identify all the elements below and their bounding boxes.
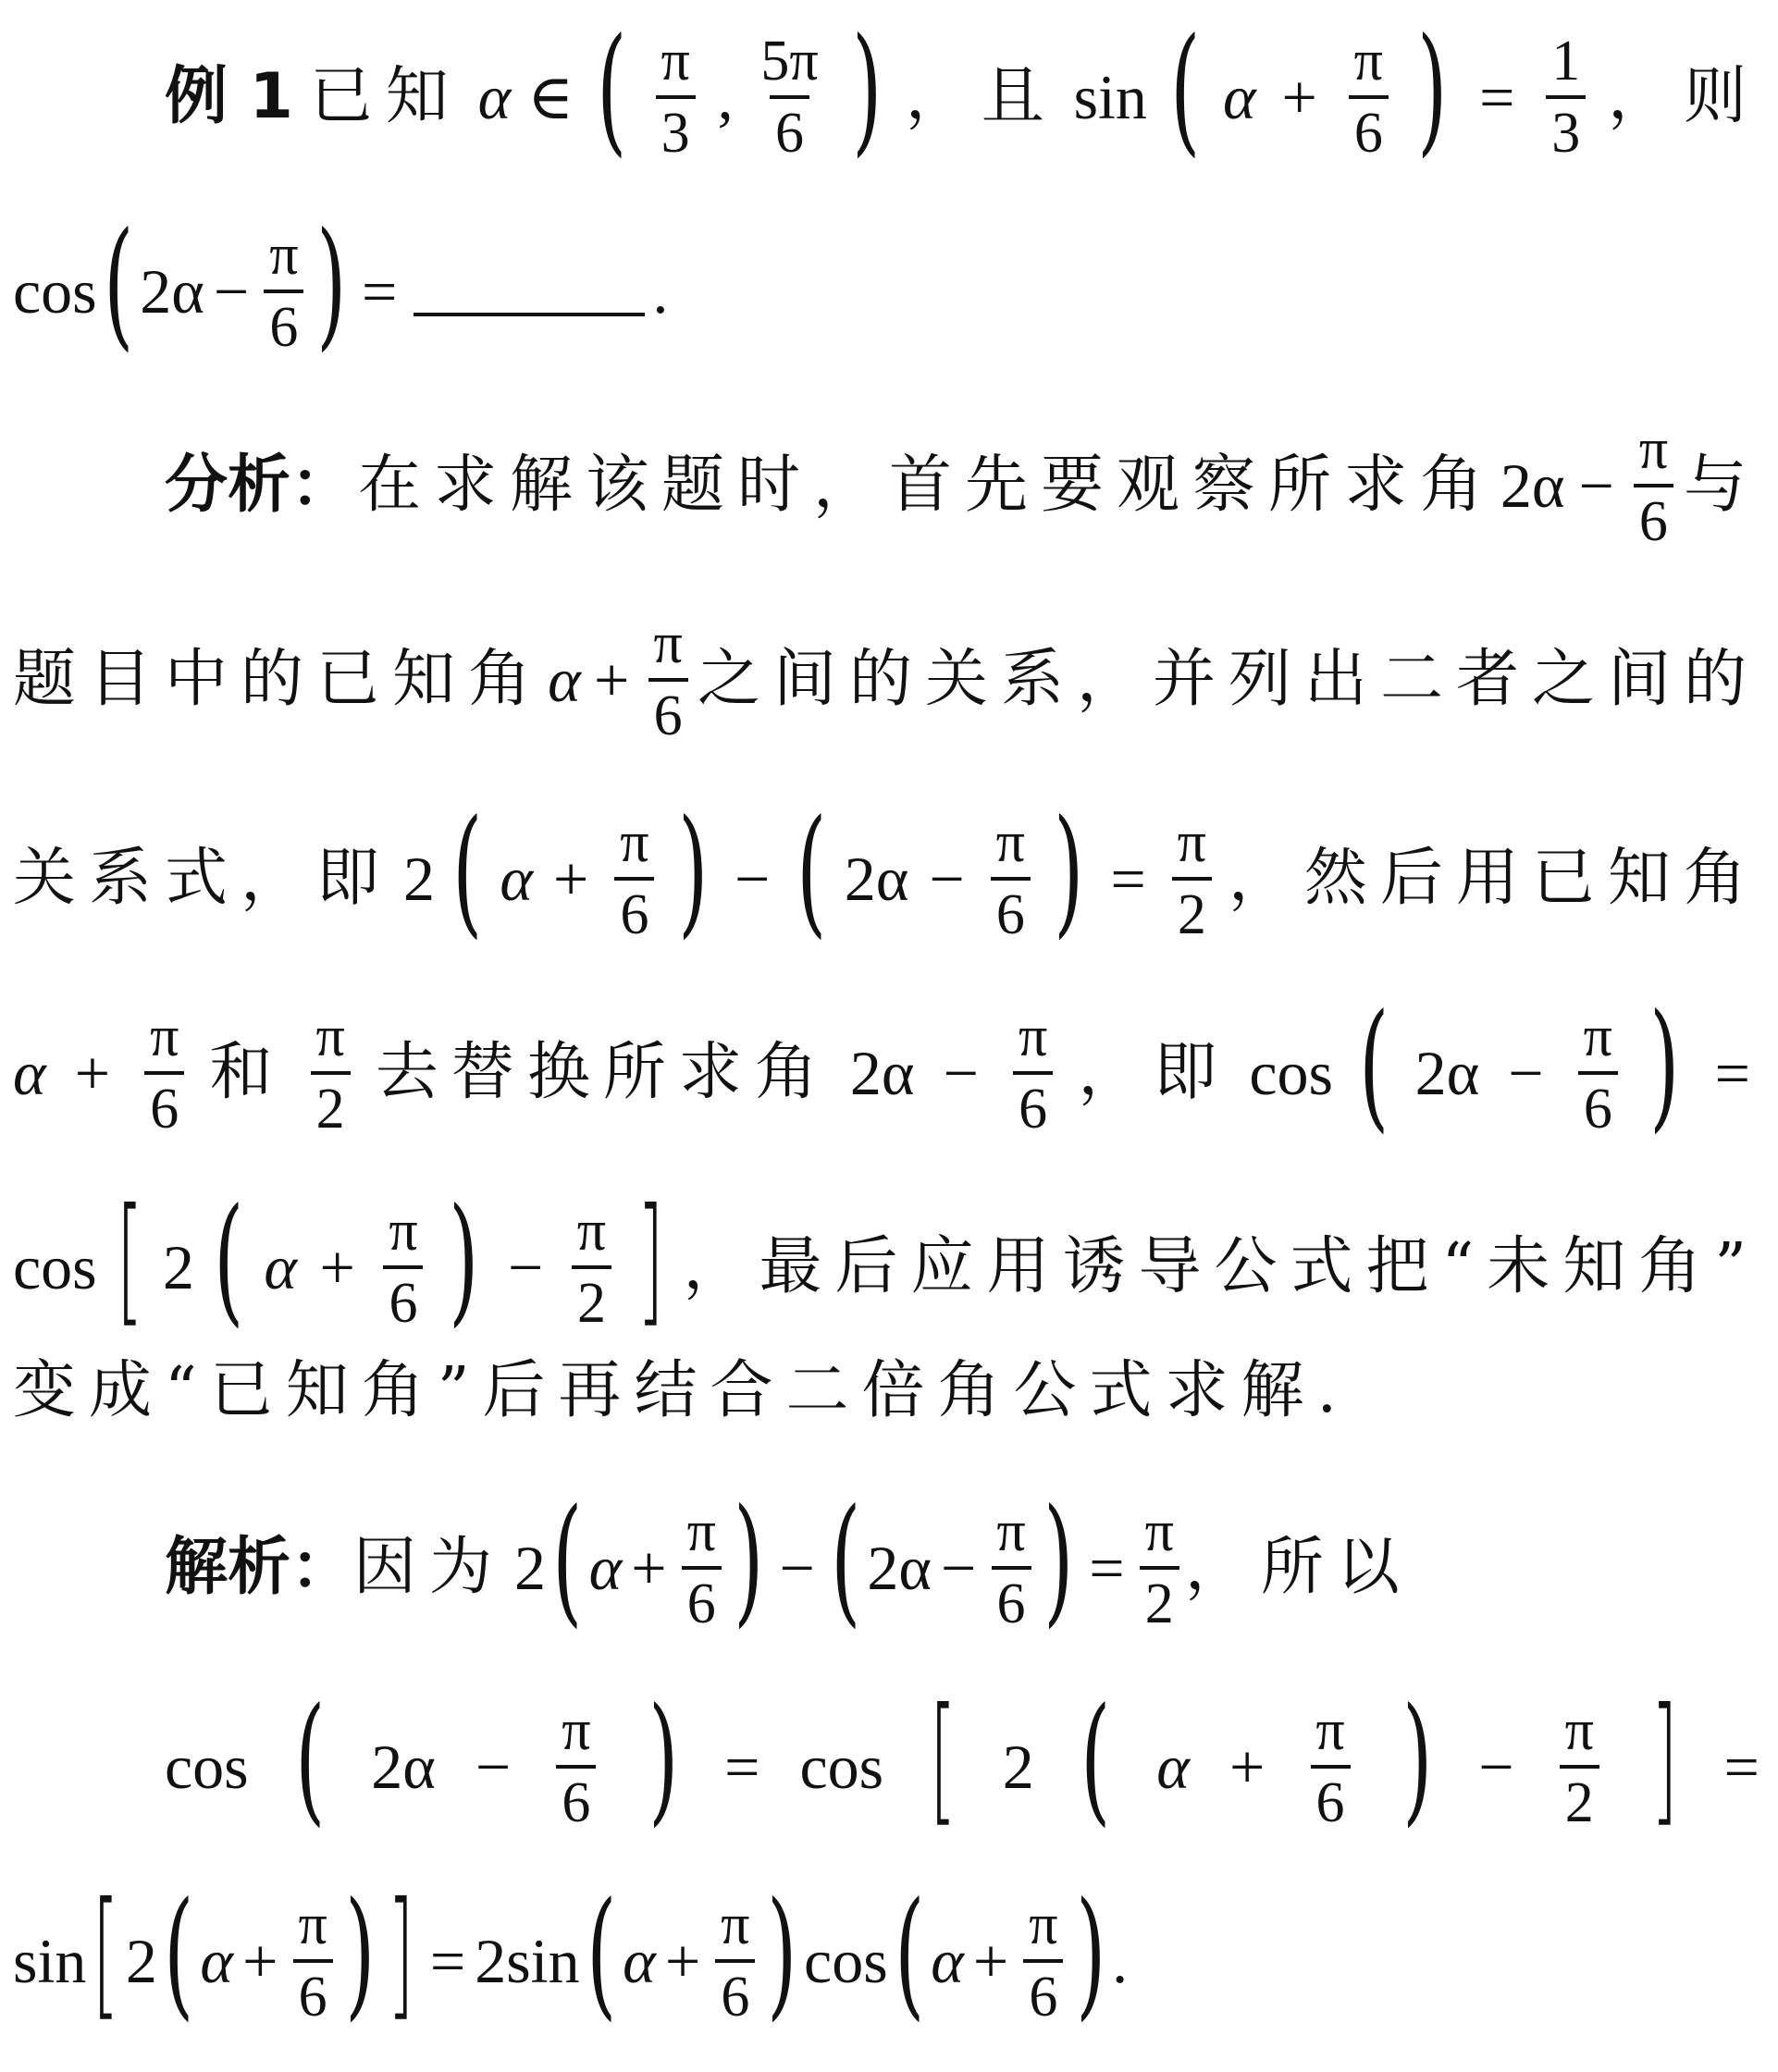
right-paren: )	[1401, 1679, 1433, 1840]
analysis-text-2: 与	[1683, 449, 1759, 522]
right-paren: )	[1075, 1873, 1105, 2034]
fraction-pi-6: $\frac{\pi}{6}$	[1349, 32, 1389, 162]
right-paren: )	[677, 791, 708, 952]
solution-label: 解析：	[165, 1531, 354, 1604]
analysis-text-4: 之间的关系，并列出二者之间的	[697, 643, 1759, 716]
fraction-pi-6: $\frac{\pi}{6}$	[1023, 1896, 1063, 2026]
equals: =	[1714, 1038, 1750, 1108]
two-alpha: 2α	[140, 256, 204, 327]
analysis-line-6	[13, 1354, 1759, 1427]
right-bracket: ]	[387, 1873, 415, 2034]
equals: =	[1089, 1533, 1125, 1603]
minus: −	[1578, 450, 1614, 521]
cos: cos	[165, 1732, 249, 1802]
right-paren: )	[344, 1873, 376, 2034]
right-paren: )	[1416, 9, 1448, 170]
fraction-pi-6: $\frac{\pi}{6}$	[1634, 421, 1673, 550]
alpha: α	[623, 1926, 656, 1996]
minus: −	[941, 1533, 977, 1603]
two: 2	[402, 844, 435, 914]
alpha: α	[548, 645, 581, 715]
two-alpha: 2α	[849, 1038, 915, 1108]
right-paren: )	[449, 1179, 479, 1340]
right-paren: )	[648, 1679, 678, 1840]
sin: sin	[1073, 62, 1147, 132]
solution-line-2	[165, 1679, 1759, 1840]
element-of: ∈	[527, 62, 574, 132]
analysis-label: 分析：	[165, 449, 354, 522]
equals: =	[362, 256, 398, 327]
right-paren: )	[1043, 1480, 1074, 1641]
two: 2	[1002, 1732, 1034, 1802]
analysis-text-3: 题目中的已知角	[13, 643, 545, 716]
plus: +	[242, 1926, 278, 1996]
right-bracket: ]	[1650, 1679, 1678, 1840]
plus: +	[319, 1232, 355, 1302]
plus: +	[972, 1926, 1009, 1996]
fraction-pi-6: $\frac{\pi}{6}$	[144, 1008, 184, 1138]
left-bracket: [	[116, 1179, 143, 1340]
alpha: α	[200, 1926, 234, 1996]
text-known: 已知	[309, 60, 462, 133]
left-bracket: [	[929, 1679, 957, 1840]
plus: +	[664, 1926, 701, 1996]
two-alpha: 2α	[1500, 450, 1565, 521]
text-then: ，则	[1607, 60, 1759, 133]
cos: cos	[799, 1732, 884, 1802]
text-and: ，且	[905, 60, 1057, 133]
solution-line-1	[165, 1480, 1413, 1641]
right-paren: )	[1054, 791, 1084, 952]
plus: +	[594, 645, 630, 715]
left-paren: (	[294, 1679, 326, 1840]
minus: −	[1478, 1732, 1514, 1802]
fraction-pi-6: $\frac{\pi}{6}$	[991, 814, 1031, 944]
left-paren: (	[1359, 985, 1389, 1146]
fraction-1-3: $\frac{1}{3}$	[1546, 32, 1586, 162]
minus: −	[475, 1732, 512, 1802]
fraction-pi-2: $\frac{\pi}{2}$	[1172, 814, 1212, 944]
analysis-line-2	[13, 612, 1759, 747]
fraction-pi-2: $\frac{\pi}{2}$	[1140, 1503, 1179, 1633]
left-bracket: [	[92, 1873, 120, 2034]
left-paren: (	[586, 1873, 616, 2034]
left-paren: (	[597, 9, 627, 170]
alpha: α	[500, 844, 534, 914]
left-paren: (	[452, 791, 483, 952]
cos: cos	[13, 256, 97, 327]
solution-text-1: 因为	[353, 1531, 506, 1604]
example-line-2	[13, 204, 1759, 364]
right-paren: )	[1649, 985, 1680, 1146]
fraction-pi-6: $\frac{\pi}{6}$	[264, 227, 303, 356]
period: .	[1112, 1926, 1129, 1996]
equals: =	[429, 1926, 466, 1996]
right-paren: )	[767, 1873, 797, 2034]
alpha: α	[13, 1038, 46, 1108]
analysis-text-11: 变成“已知角”后再结合二倍角公式求解.	[13, 1354, 1351, 1427]
two-alpha: 2α	[867, 1533, 932, 1603]
left-paren: (	[103, 204, 134, 364]
equals: =	[1479, 62, 1515, 132]
plus: +	[1281, 62, 1317, 132]
equals: =	[1110, 844, 1146, 914]
plus: +	[553, 844, 589, 914]
left-paren: (	[894, 1873, 925, 2034]
answer-blank[interactable]	[414, 266, 645, 316]
cos: cos	[804, 1926, 888, 1996]
example-label: 例 1	[165, 60, 293, 133]
two: 2	[514, 1533, 547, 1603]
minus: −	[508, 1232, 544, 1302]
fraction-pi-6: $\frac{\pi}{6}$	[715, 1896, 755, 2026]
analysis-line-4	[13, 985, 1759, 1146]
minus: −	[929, 844, 965, 914]
sin: sin	[13, 1926, 87, 1996]
fraction-pi-6: $\frac{\pi}{6}$	[1310, 1702, 1350, 1832]
minus: −	[943, 1038, 979, 1108]
two-alpha: 2α	[844, 844, 909, 914]
minus: −	[1508, 1038, 1544, 1108]
analysis-text-8: 去替换所求角	[375, 1036, 831, 1109]
plus: +	[631, 1533, 667, 1603]
right-paren: )	[852, 9, 883, 170]
fraction-pi-6: $\frac{\pi}{6}$	[991, 1503, 1031, 1633]
analysis-text-5: 关系式，即	[13, 842, 393, 915]
analysis-text-10: ，最后应用诱导公式把“未知角”	[683, 1230, 1759, 1303]
left-paren: (	[214, 1179, 244, 1340]
period: .	[652, 256, 669, 327]
plus: +	[74, 1038, 111, 1108]
comma: ,	[717, 62, 734, 132]
fraction-pi-6: $\frac{\pi}{6}$	[1578, 1008, 1618, 1138]
fraction-pi-6: $\frac{\pi}{6}$	[682, 1503, 722, 1633]
alpha: α	[477, 62, 512, 132]
two-alpha: 2α	[1414, 1038, 1480, 1108]
two: 2	[163, 1232, 195, 1302]
alpha: α	[588, 1533, 623, 1603]
right-paren: )	[734, 1480, 764, 1641]
minus: −	[779, 1533, 815, 1603]
right-paren: )	[315, 204, 346, 364]
solution-line-3	[13, 1873, 1129, 2034]
analysis-line-1	[165, 418, 1759, 553]
left-paren: (	[552, 1480, 583, 1641]
analysis-text-1: 在求解该题时，首先要观察所求角	[357, 449, 1496, 522]
fraction-pi-6: $\frac{\pi}{6}$	[648, 615, 688, 745]
cos: cos	[13, 1232, 97, 1302]
analysis-line-5	[13, 1179, 1759, 1340]
two-alpha: 2α	[371, 1732, 436, 1802]
fraction-pi-3: $\frac{\pi}{3}$	[656, 32, 696, 162]
left-paren: (	[830, 1480, 861, 1641]
solution-text-2: ，所以	[1184, 1531, 1413, 1604]
fraction-pi-2: $\frac{\pi}{2}$	[311, 1008, 351, 1138]
left-paren: (	[164, 1873, 194, 2034]
two: 2	[125, 1926, 157, 1996]
fraction-pi-6: $\frac{\pi}{6}$	[292, 1896, 332, 2026]
fraction-pi-2: $\frac{\pi}{2}$	[572, 1202, 611, 1332]
alpha: α	[264, 1232, 298, 1302]
minus: −	[735, 844, 771, 914]
two: 2	[475, 1926, 507, 1996]
sin: sin	[506, 1926, 580, 1996]
fraction-pi-6: $\frac{\pi}{6}$	[556, 1702, 596, 1832]
equals: =	[724, 1732, 760, 1802]
plus: +	[1229, 1732, 1266, 1802]
analysis-line-3	[13, 791, 1759, 952]
analysis-text-9: ，即	[1078, 1036, 1230, 1109]
minus: −	[213, 256, 250, 327]
equals: =	[1723, 1732, 1759, 1802]
fraction-pi-6: $\frac{\pi}{6}$	[614, 814, 654, 944]
left-paren: (	[1169, 9, 1201, 170]
alpha: α	[931, 1926, 964, 1996]
analysis-text-6: ，然后用已知角	[1228, 842, 1759, 915]
alpha: α	[1223, 62, 1256, 132]
fraction-pi-2: $\frac{\pi}{2}$	[1560, 1702, 1599, 1832]
right-bracket: ]	[636, 1179, 664, 1340]
left-paren: (	[1080, 1679, 1111, 1840]
fraction-5pi-6: $\frac{5\pi}{6}$	[760, 30, 819, 165]
alpha: α	[1156, 1732, 1190, 1802]
left-paren: (	[796, 791, 827, 952]
example-line-1	[165, 9, 1759, 170]
cos: cos	[1249, 1038, 1334, 1108]
fraction-pi-6: $\frac{\pi}{6}$	[1013, 1008, 1053, 1138]
analysis-text-7: 和	[209, 1036, 286, 1109]
fraction-pi-6: $\frac{\pi}{6}$	[383, 1202, 423, 1332]
